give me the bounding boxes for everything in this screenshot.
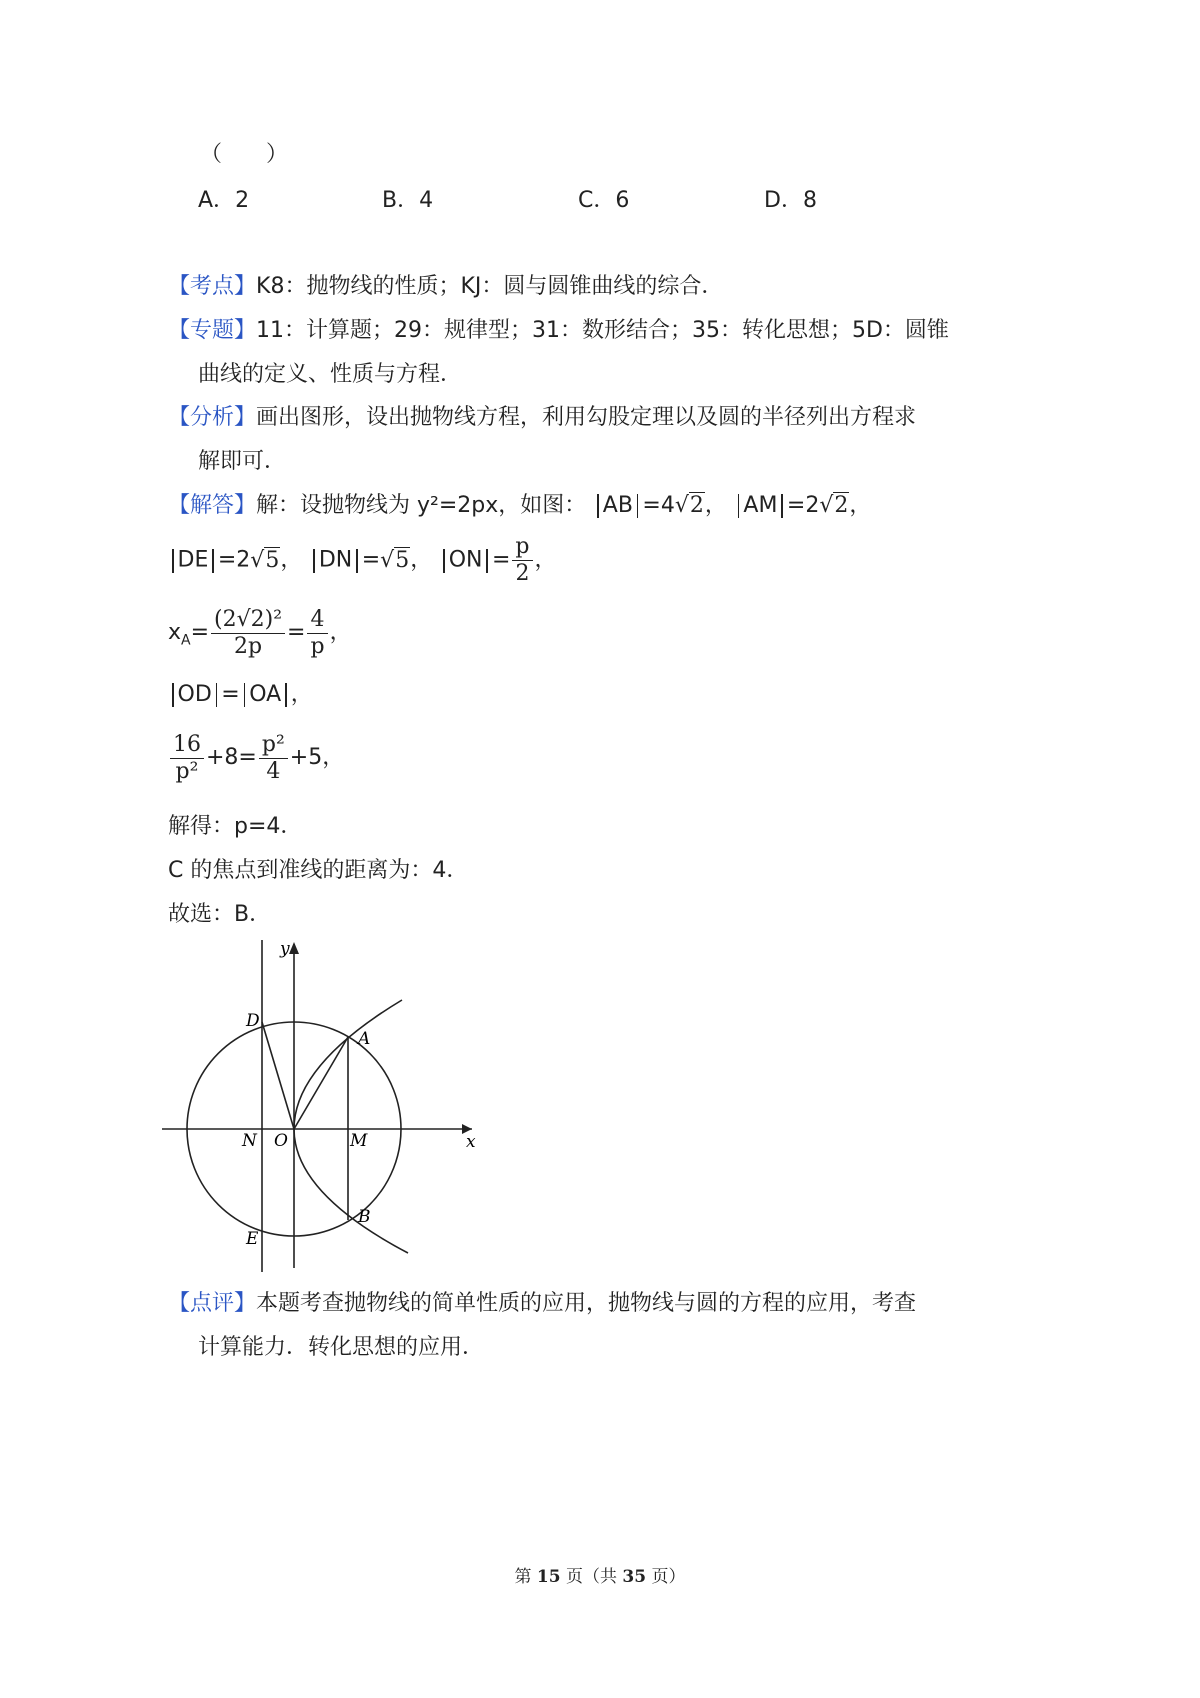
zhuanti-tag: 【专题】 bbox=[168, 318, 257, 343]
label-y: y bbox=[280, 939, 290, 959]
abs-bar bbox=[781, 494, 783, 518]
segment-o-a bbox=[294, 1037, 348, 1129]
eq-denominator-1: p² bbox=[170, 758, 204, 785]
on-value: = bbox=[491, 547, 511, 573]
segment-dn: DN bbox=[318, 547, 353, 573]
abs-bar bbox=[244, 683, 246, 707]
eq-fraction-2 bbox=[259, 732, 288, 785]
de-dn-on-line: DE =2√5， DN =√5， ON = $\frac{p}{2}$ ， bbox=[168, 534, 557, 587]
jieda-line: 【解答】解：设抛物线为 y²=2px，如图： AB =4√2， AM =2√2， bbox=[168, 491, 871, 521]
ab-value: =4 bbox=[642, 493, 675, 518]
abs-bar bbox=[443, 549, 445, 573]
equation-line bbox=[168, 730, 344, 786]
abs-bar bbox=[637, 494, 639, 518]
am-radicand: 2 bbox=[834, 493, 849, 518]
focus-line: C 的焦点到准线的距离为：4． bbox=[168, 858, 469, 883]
eq-middle: +8= bbox=[206, 745, 257, 770]
label-b: B bbox=[358, 1207, 371, 1227]
abs-bar bbox=[172, 549, 174, 573]
on-fraction bbox=[512, 534, 532, 587]
fenxi-tag: 【分析】 bbox=[168, 405, 257, 430]
on-denominator: 2 bbox=[512, 560, 532, 587]
xa-equals: = bbox=[287, 620, 306, 645]
xa-fraction-2 bbox=[307, 607, 327, 660]
option-d-label: D． bbox=[764, 188, 803, 213]
abs-bar bbox=[212, 549, 214, 573]
option-b[interactable] bbox=[382, 186, 433, 216]
page-footer bbox=[0, 1562, 1200, 1587]
label-o: O bbox=[274, 1131, 288, 1151]
xa-numerator-2: 4 bbox=[310, 606, 325, 632]
segment-de: DE bbox=[177, 547, 209, 573]
abs-bar bbox=[486, 549, 488, 573]
xa-line: $x_A=$ $\frac{\text{(2√2)²}}{2p}$ = $\frac{4}{p}$ ， bbox=[168, 606, 352, 659]
fenxi-text-2: 解即可． bbox=[198, 449, 287, 474]
eq-denominator-2: 4 bbox=[259, 758, 288, 785]
footer-post: 页） bbox=[646, 1567, 686, 1587]
option-a-value: 2 bbox=[235, 188, 250, 213]
footer-mid: 页（共 bbox=[560, 1567, 623, 1587]
abs-bar bbox=[285, 683, 287, 707]
abs-bar bbox=[738, 494, 740, 518]
od-oa-line: OD = OA ， bbox=[168, 680, 313, 710]
y-axis-arrow bbox=[289, 942, 299, 954]
fenxi-text-1: 画出图形，设出抛物线方程，利用勾股定理以及圆的半径列出方程求 bbox=[256, 405, 917, 430]
footer-pre: 第 bbox=[514, 1567, 537, 1587]
option-a[interactable] bbox=[198, 186, 249, 216]
eq-numerator-2: p² bbox=[261, 731, 285, 757]
sqrt-symbol: √5 bbox=[380, 547, 410, 573]
eq-end: +5， bbox=[289, 745, 345, 770]
segment-ab: AB bbox=[602, 493, 633, 518]
dianping-text-1: 本题考查抛物线的简单性质的应用，抛物线与圆的方程的应用，考查 bbox=[256, 1291, 917, 1316]
eq-numerator-1: 16 bbox=[173, 731, 201, 757]
option-b-label: B． bbox=[382, 188, 420, 213]
kaodian-text: K8：抛物线的性质；KJ：圆与圆锥曲线的综合． bbox=[256, 274, 724, 299]
de-radicand: 5 bbox=[265, 547, 280, 573]
zhuanti-text-2: 曲线的定义、性质与方程． bbox=[198, 362, 463, 387]
segment-am: AM bbox=[743, 493, 778, 518]
sqrt-symbol: √5 bbox=[250, 547, 280, 573]
option-d-value: 8 bbox=[802, 188, 817, 213]
sqrt-symbol: √2 bbox=[674, 493, 704, 518]
abs-bar bbox=[356, 549, 358, 573]
answer-bracket: （ ） bbox=[200, 142, 289, 167]
dianping-text-2: 计算能力．转化思想的应用． bbox=[198, 1335, 485, 1360]
eq-fraction-1 bbox=[170, 732, 204, 785]
dianping-tag: 【点评】 bbox=[168, 1291, 257, 1316]
label-x: x bbox=[466, 1132, 476, 1152]
label-e: E bbox=[246, 1229, 259, 1249]
label-a: A bbox=[358, 1029, 371, 1049]
ab-radicand: 2 bbox=[689, 493, 704, 518]
label-n: N bbox=[242, 1131, 257, 1151]
dianping-line bbox=[168, 1289, 916, 1319]
xa-subscript: A bbox=[181, 632, 191, 649]
choose-line: 故选：B． bbox=[168, 902, 272, 927]
abs-bar bbox=[313, 549, 315, 573]
segment-od: OD bbox=[177, 682, 212, 707]
option-b-value: 4 bbox=[419, 188, 434, 213]
abs-bar bbox=[172, 683, 174, 707]
option-c[interactable] bbox=[578, 186, 629, 216]
xa-label: x bbox=[168, 620, 182, 645]
segment-on: ON bbox=[448, 547, 483, 573]
xa-denominator-2: p bbox=[307, 633, 327, 660]
segment-oa: OA bbox=[249, 682, 282, 707]
abs-bar bbox=[216, 683, 218, 707]
kaodian-line bbox=[168, 272, 723, 302]
on-numerator: p bbox=[515, 534, 530, 559]
am-value: =2 bbox=[786, 493, 820, 518]
option-d[interactable] bbox=[764, 186, 817, 216]
option-c-value: 6 bbox=[615, 188, 630, 213]
segment-o-d bbox=[262, 1022, 294, 1129]
zhuanti-line bbox=[168, 316, 949, 346]
de-value: =2 bbox=[217, 547, 251, 573]
xa-denominator-1: 2p bbox=[211, 633, 285, 660]
footer-page-number: 15 bbox=[536, 1567, 561, 1587]
solve-line: 解得：p=4． bbox=[168, 814, 303, 839]
zhuanti-text-1: 11：计算题；29：规律型；31：数形结合；35：转化思想；5D：圆锥 bbox=[256, 318, 949, 343]
dn-value: = bbox=[361, 547, 381, 573]
dn-radicand: 5 bbox=[395, 547, 410, 573]
option-c-label: C． bbox=[578, 188, 616, 213]
fenxi-line bbox=[168, 403, 916, 433]
abs-bar bbox=[597, 494, 599, 518]
jieda-tag: 【解答】 bbox=[168, 493, 257, 518]
kaodian-tag: 【考点】 bbox=[168, 274, 257, 299]
geometry-figure bbox=[150, 930, 490, 1280]
jieda-intro: 解：设抛物线为 y²=2px，如图： bbox=[256, 493, 587, 518]
xa-fraction-1 bbox=[211, 607, 285, 660]
label-d: D bbox=[246, 1011, 260, 1031]
xa-numerator-1: (2√2)² bbox=[214, 606, 283, 632]
footer-total-pages: 35 bbox=[622, 1567, 647, 1587]
sqrt-symbol: √2 bbox=[819, 493, 849, 518]
option-a-label: A． bbox=[198, 188, 236, 213]
label-m: M bbox=[350, 1131, 368, 1151]
